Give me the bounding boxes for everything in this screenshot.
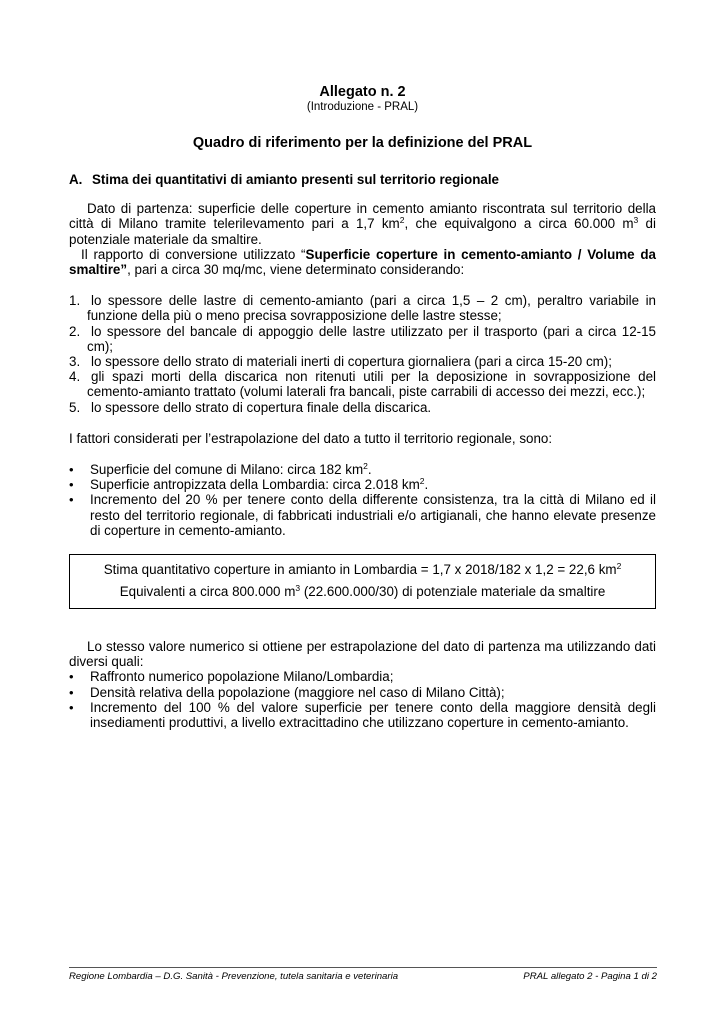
regional-factors-list [69,462,656,538]
footer-left: Regione Lombardia – D.G. Sanità - Prevenzione, tutela sanitaria e veterinaria [69,971,399,982]
p2-text-a: Il rapporto di conversione utilizzato “ [81,246,306,262]
list-item [69,492,656,538]
section-letter: A. [69,172,83,187]
bullet-text: Incremento del 20 % per tenere conto della differente consistenza, tra la città di Milano ed il resto del territorio regionale, di fabbricati industriali e/o artigianali, che hanno elevate presenze di coperture in cemento-amianto. [90,492,656,538]
bullet-glyph: • [69,477,74,493]
list-item [69,293,656,323]
list-item [69,685,656,700]
document-header [69,84,656,152]
bullet-glyph: • [69,669,74,685]
paragraph-alternative-data: Lo stesso valore numerico si ottiene per estrapolazione del dato di partenza ma utilizzando dati diversi quali: [69,639,656,670]
list-number: 1. [69,293,81,309]
bullet-text-b: . [424,477,429,493]
list-number: 2. [69,323,81,339]
section-heading: Quadro di riferimento per la definizione del PRAL [192,135,533,151]
list-item [69,400,656,415]
p2-bold-text: Superficie coperture in cemento-amianto / Volume da smaltire” [69,246,657,278]
section-a-title [69,172,656,187]
paragraph-factors-intro: I fattori considerati per l’estrapolazione del dato a tutto il territorio regionale, sono: [69,430,553,446]
document-page [69,84,656,730]
list-number: 3. [69,354,81,370]
bullet-text: Raffronto numerico popolazione Milano/Lombardia; [90,669,394,685]
page-footer [69,967,657,982]
estimate-line-2 [78,581,647,603]
page-subtitle: (Introduzione - PRAL) [306,101,419,113]
p2-text-c: , pari a circa 30 mq/mc, viene determinato considerando: [127,262,465,278]
list-item-text: lo spessore del bancale di appoggio delle lastre utilizzato per il trasporto (pari a circa 12-15 cm); [87,323,656,354]
list-number: 5. [69,399,81,415]
bullet-glyph: • [69,699,74,715]
estimate-text-b: (22.600.000/30) di potenziale materiale da smaltire [300,584,606,600]
list-item-text: lo spessore dello strato di materiali inerti di copertura giornaliera (pari a circa 15-20 cm); [91,354,612,370]
bullet-text: Incremento del 100 % del valore superficie per tenere conto della maggiore densità degli insediamenti produttivi, a livello extracittadino che utilizzano coperture in cemento-amianto. [90,699,656,731]
page-title: Allegato n. 2 [319,84,406,100]
bullet-glyph: • [69,462,74,478]
superscript-3: 3 [633,215,639,226]
estimate-text: Stima quantitativo coperture in amianto in Lombardia = 1,7 x 2018/182 x 1,2 = 22,6 km [103,562,617,578]
factors-list [69,293,656,415]
bullet-glyph: • [69,684,74,700]
list-item [69,700,656,730]
bullet-text-a: Superficie antropizzata della Lombardia: circa 2.018 km [90,477,420,493]
list-item [69,477,656,492]
list-number: 4. [69,369,81,385]
p1-text-a: Dato di partenza: superficie delle coperture in cemento amianto riscontrata sul territorio della città di Milano tramite telerilevamento pari a 1,7 km [69,201,656,232]
alternative-data-list [69,669,656,730]
superscript-2: 2 [616,561,622,572]
superscript-3: 3 [295,583,301,594]
estimate-line-1 [78,559,647,581]
superscript-2: 2 [399,215,405,226]
estimate-text-a: Equivalenti a circa 800.000 m [119,584,296,600]
bullet-glyph: • [69,492,74,508]
list-item [69,354,656,369]
bullet-text-b: . [367,462,372,478]
paragraph-starting-data [69,201,656,247]
p1-text-b: , che equivalgono a circa 60.000 m [404,216,634,232]
bullet-text-a: Superficie del comune di Milano: circa 182 km [90,462,364,478]
bullet-text: Densità relativa della popolazione (maggiore nel caso di Milano Città); [90,684,505,700]
paragraph-conversion-ratio [69,247,656,277]
list-item [69,369,656,399]
footer-right: PRAL allegato 2 - Pagina 1 di 2 [523,971,657,982]
list-item-text: lo spessore dello strato di copertura finale della discarica. [91,399,432,415]
list-item [69,669,656,684]
list-item-text: gli spazi morti della discarica non ritenuti utili per la deposizione in sovrapposizione del cemento-amianto trattato (volumi laterali fra bancali, piste carrabili di accesso dei mezzi, ecc.); [87,369,656,400]
superscript-2: 2 [363,461,368,472]
p1-text-c: di potenziale materiale da smaltire. [69,216,656,247]
section-title-text: Stima dei quantitativi di amianto presenti sul territorio regionale [92,172,500,187]
estimate-box [69,554,656,609]
list-item [69,462,656,477]
list-item-text: lo spessore delle lastre di cemento-amianto (pari a circa 1,5 – 2 cm), peraltro variabile in funzione della più o meno precisa sovrapposizione delle lastre stesse; [87,293,656,324]
list-item [69,324,656,354]
superscript-2: 2 [419,476,425,487]
